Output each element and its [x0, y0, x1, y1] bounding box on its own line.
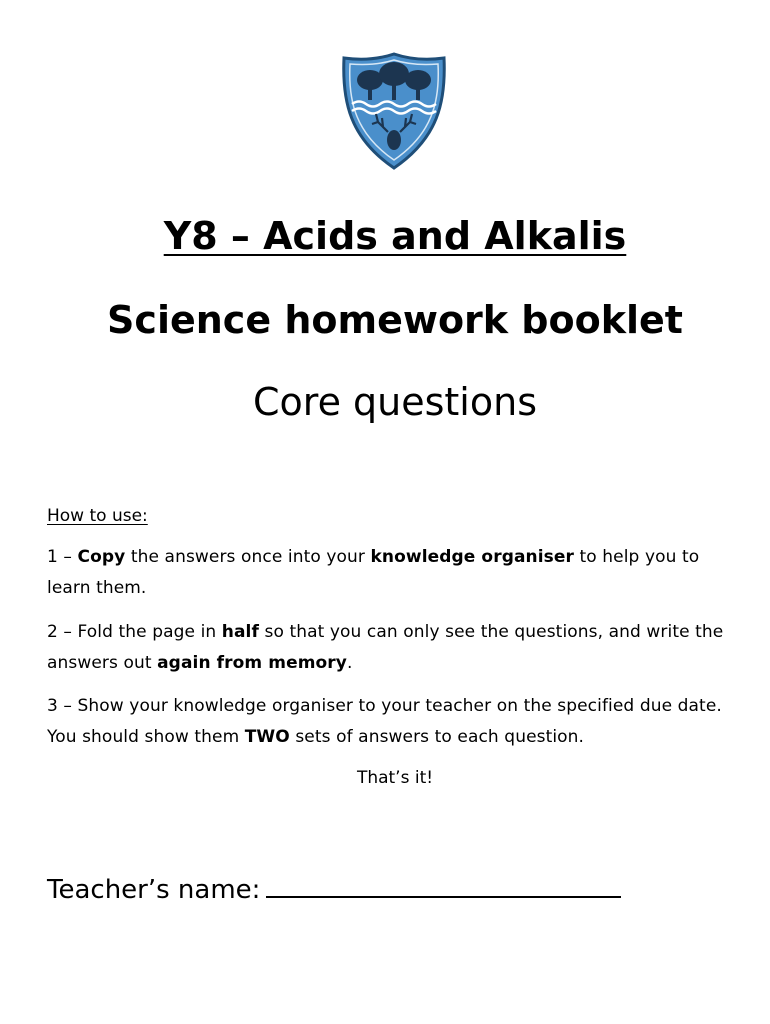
teacher-name-row [47, 866, 621, 905]
instruction-step-3 [47, 691, 747, 753]
step-text: so that you can only see the questions, and write the answers out [47, 622, 724, 673]
closing-text: That’s it! [356, 768, 434, 788]
booklet-subtitle: Science homework booklet [107, 298, 683, 342]
step-bold-text: TWO [244, 727, 290, 747]
step-bold-text: knowledge organiser [370, 547, 575, 567]
step-bold-text: half [221, 622, 259, 642]
step-text: to help you to learn them. [47, 547, 700, 598]
step-text: 1 – [47, 547, 78, 567]
school-crest-icon [340, 52, 448, 170]
page-title: Y8 – Acids and Alkalis [163, 214, 627, 258]
step-bold-text: Copy [77, 547, 126, 567]
step-text: 2 – Fold the page in [47, 622, 222, 642]
instruction-step-1 [47, 542, 747, 604]
instruction-step-2 [47, 617, 747, 679]
teacher-name-field[interactable] [266, 866, 621, 898]
step-text: sets of answers to each question. [289, 727, 585, 747]
how-to-use-heading: How to use: [47, 506, 148, 526]
teacher-name-label: Teacher’s name: [47, 875, 261, 905]
step-text: . [346, 653, 353, 673]
step-text: the answers once into your [125, 547, 371, 567]
step-bold-text: again from memory [157, 653, 347, 673]
core-questions-heading: Core questions [253, 380, 537, 424]
step-text: 3 – Show your knowledge organiser to your teacher on the specified due date. You should show them [47, 696, 722, 747]
